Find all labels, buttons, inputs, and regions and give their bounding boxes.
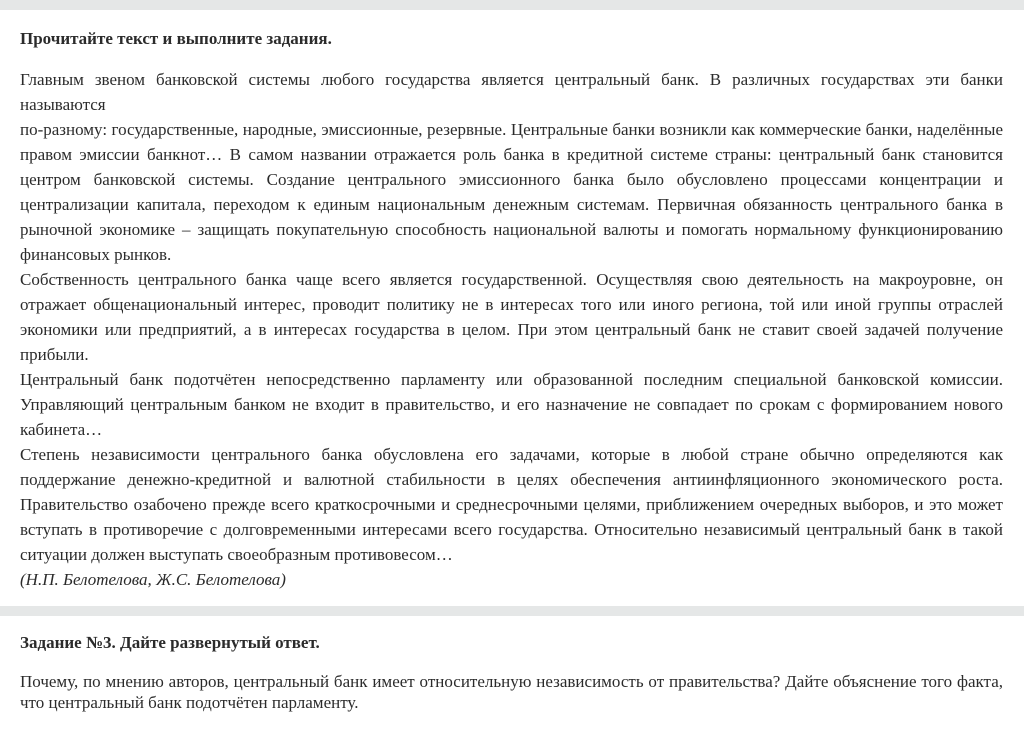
- reading-card: [0, 10, 1024, 606]
- task-question: Почему, по мнению авторов, центральный банк имеет относительную независимость от правительства? Дайте объяснение того факта, что центральный банк подотчётен парламенту.: [20, 672, 1003, 712]
- passage-paragraph: Центральный банк подотчётен непосредственно парламенту или образованной последним специальной банковской комиссии. Управляющий центральным банком не входит в правительство, и его назначение не совпадает по срокам с формированием нового кабинета…: [20, 370, 1003, 439]
- passage-paragraph: Степень независимости центрального банка обусловлена его задачами, которые в любой стране обычно определяются как поддержание денежно-кредитной и валютной стабильности в целях обеспечения антиинфляционного экономического роста. Правительство озабочено прежде всего краткосрочными и среднесрочными целями, приближением очередных выборов, и это может вступать в противоречие с долговременными интересами всего государства. Относительно независимый центральный банк в такой ситуации должен выступать своеобразным противовесом…: [20, 445, 1003, 564]
- passage-attribution: (Н.П. Белотелова, Ж.С. Белотелова): [20, 570, 286, 589]
- passage-paragraph: Собственность центрального банка чаще всего является государственной. Осуществляя свою деятельность на макроуровне, он отражает общенациональный интерес, проводит политику не в интересах того или иного региона, той или иной группы отраслей экономики или предприятий, а в интересах государства в целом. При этом центральный банк не ставит своей задачей получение прибыли.: [20, 270, 1003, 364]
- task-card: [0, 616, 1024, 745]
- passage-paragraph: Главным звеном банковской системы любого государства является центральный банк. В различных государствах эти банки называются: [20, 70, 1003, 114]
- reading-passage: [20, 67, 1003, 592]
- passage-paragraph: по-разному: государственные, народные, эмиссионные, резервные. Центральные банки возникли как коммерческие банки, наделённые правом эмиссии банкнот… В самом названии отражается роль банка в кредитной системе страны: центральный банк становится центром банковской системы. Создание центрального эмиссионного банка было обусловлено процессами концентрации и централизации капитала, переходом к единым национальным денежным системам. Первичная обязанность центрального банка в рыночной экономике – защищать покупательную способность национальной валюты и помогать нормальному функционированию финансовых рынков.: [20, 120, 1003, 264]
- top-strip: [0, 0, 1024, 10]
- task-heading: Задание №3. Дайте развернутый ответ.: [20, 633, 320, 652]
- reading-heading: Прочитайте текст и выполните задания.: [20, 29, 332, 48]
- section-divider: [0, 606, 1024, 616]
